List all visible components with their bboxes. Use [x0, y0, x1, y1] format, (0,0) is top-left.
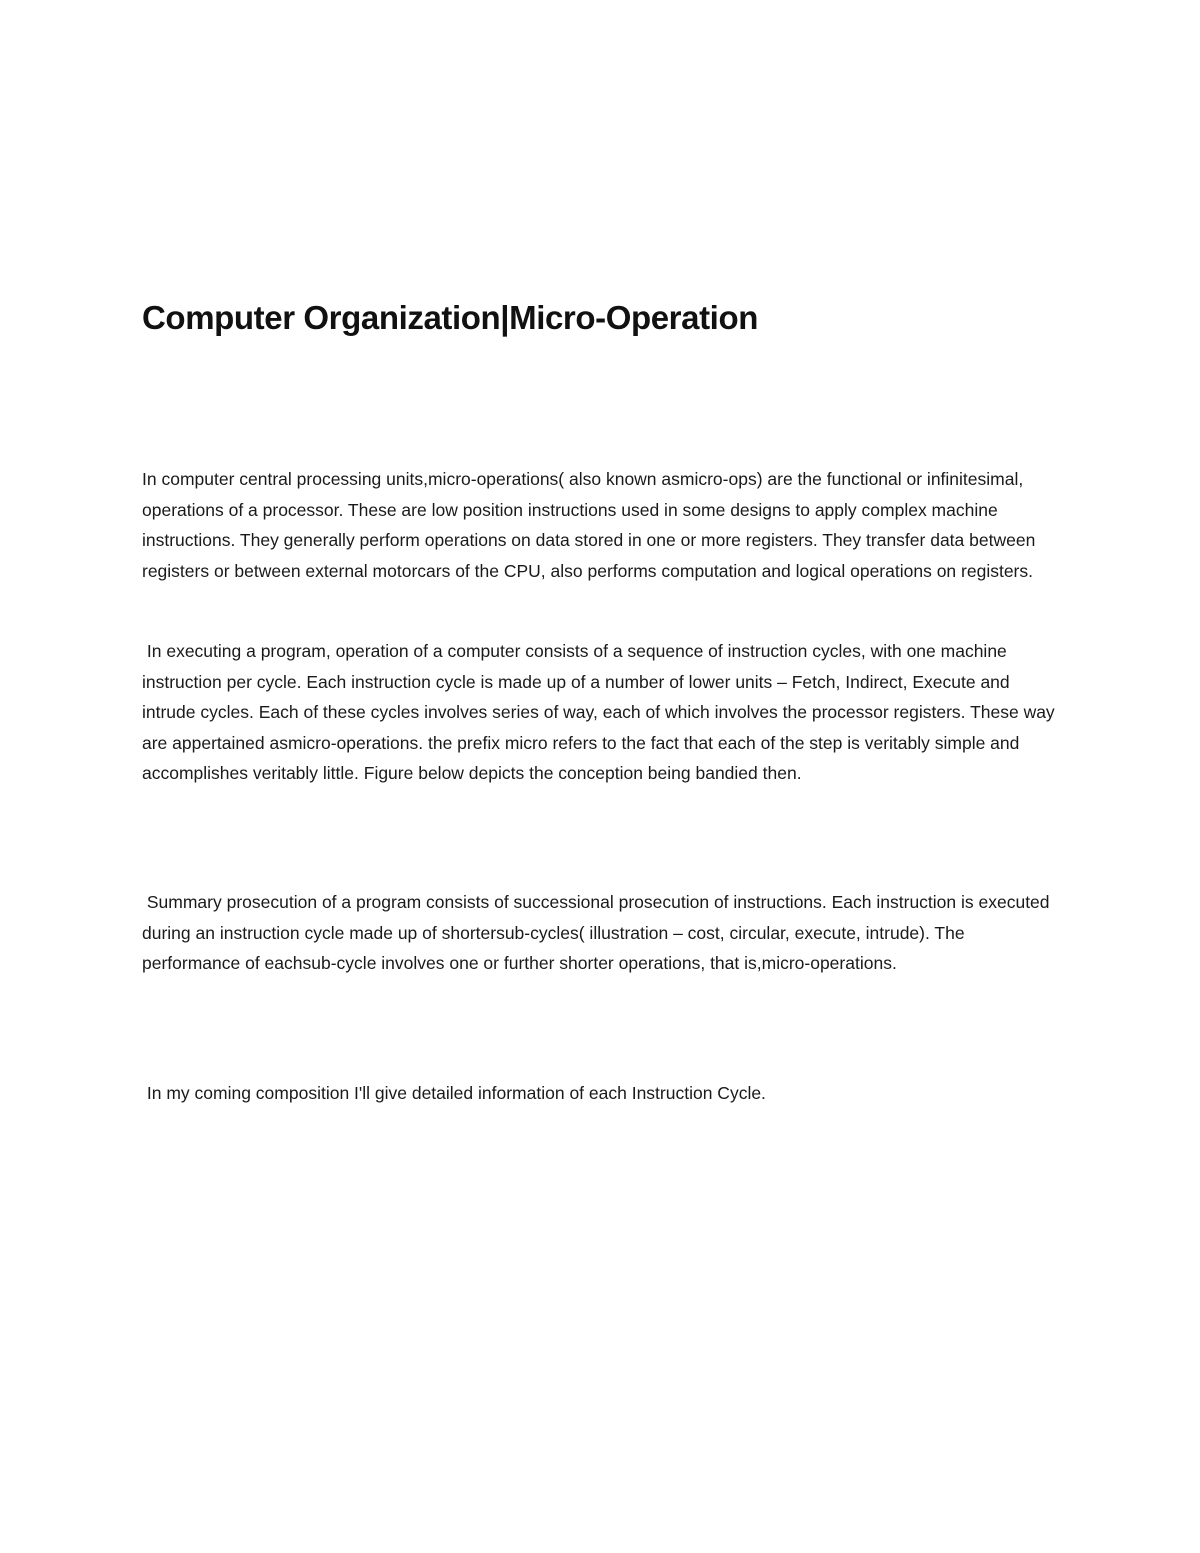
paragraph-2: In executing a program, operation of a computer consists of a sequence of instruction cycles, with one machine instruction per cycle. Each instruction cycle is made up of a number of lower units – Fetch, Indirect, Execute and intrude cycles. Each of these cycles involves series of way, each of which involves the processor registers. These way are appertained asmicro-operations. the prefix micro refers to the fact that each of the step is veritably simple and accomplishes veritably little. Figure below depicts the conception being bandied then. [142, 641, 1060, 783]
document-title: Computer Organization|Micro-Operation [142, 299, 758, 336]
paragraph-4: In my coming composition I'll give detailed information of each Instruction Cycle. [142, 1083, 766, 1103]
paragraph-3: Summary prosecution of a program consists of successional prosecution of instructions. Each instruction is executed during an instruction cycle made up of shortersub-cycles( illustration – cost, circular, execute, intrude). The performance of eachsub-cycle involves one or further shorter operations, that is,micro-operations. [142, 892, 1055, 973]
paragraph-1: In computer central processing units,micro-operations( also known asmicro-ops) are the functional or infinitesimal, operations of a processor. These are low position instructions used in some designs to apply complex machine instructions. They generally perform operations on data stored in one or more registers. They transfer data between registers or between external motorcars of the CPU, also performs computation and logical operations on registers. [142, 469, 1041, 581]
